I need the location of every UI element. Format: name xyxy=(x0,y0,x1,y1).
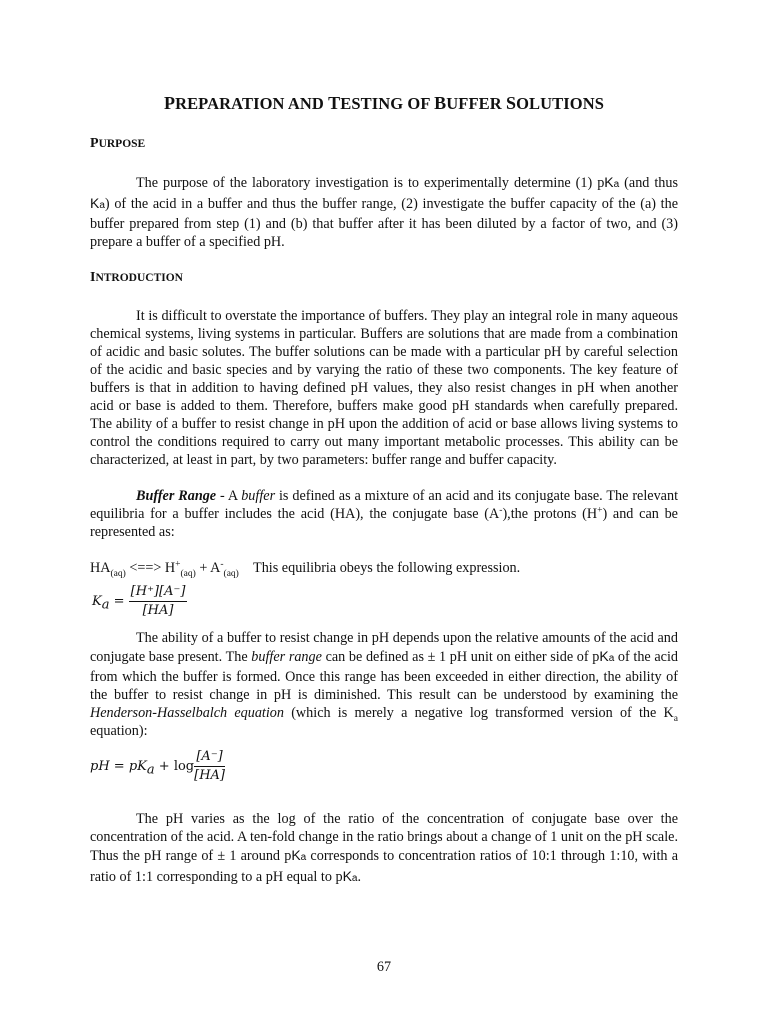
equilibrium-reaction: $HA_{(aq)}$ <==> $H^+_{(aq)} + A^-_{(aq)}$ This equilibria obeys the following expression. xyxy=(90,559,521,579)
introduction-paragraph: It is difficult to overstate the importance of buffers. They play an integral role in many aqueous chemical systems, living systems in particular. Buffers are solutions that are made from a combination of acidic and basic solutes. The buffer solutions can be made with a particular pH by careful selection of the acidic and basic species and by varying the ratio of these two components. The key feature of buffers is that in addition to having defined pH values, they also resist changes in pH when another acid or base is added to them. Therefore, buffers make good pH standards when carefully prepared. The ability of a buffer to resist change in pH upon the addition of acid or base allows living systems to control the conditions required to carry out many important metabolic processes. This ability can be characterized, at least in part, by two parameters: buffer range and buffer capacity. xyxy=(90,308,678,468)
hh-fraction: $\frac{[A^-]}{[HA]}$ xyxy=(194,749,225,783)
ka-fraction: $\frac{[H^+][A^-]}{[HA]}$ xyxy=(130,584,186,618)
buffer-range-paragraph: Buffer Range - A buffer is defined as a mixture of an acid and its conjugate base. The relevant equilibria for a buffer includes the acid (HA), the conjugate base (A-),the protons (H+) and can be represented as: xyxy=(90,488,679,540)
henderson-hasselbalch-equation: pH = $pK_a + \log$ $\frac{[A^-]}{[HA]}$ xyxy=(90,749,225,783)
ka-equation: $K_a$ = $\frac{[H^+][A^-]}{[HA]}$ xyxy=(92,584,186,618)
introduction-heading: INTRODUCTION xyxy=(90,270,183,285)
ph-ratio-paragraph: The pH varies as the log of the ratio of the concentration of conjugate base over the concentration of the acid. A ten-fold change in the ratio brings about a change of 1 unit on the pH scale. Thus the pH range of ± 1 around pKa corresponds to concentration ratios of 10:1 through 1:10, with a ratio of 1:1 corresponding to a pH equal to pKa. xyxy=(90,811,678,885)
purpose-paragraph: The purpose of the laboratory investigation is to experimentally determine (1) pKa (and thus Ka) of the acid in a buffer and thus the buffer range, (2) investigate the buffer capacity of the (a) the buffer prepared from step (1) and (b) that buffer after it has been diluted by a factor of two, and (3) prepare a buffer of a specified pH. xyxy=(90,174,678,250)
document-page xyxy=(90,94,678,888)
purpose-heading: PURPOSE xyxy=(90,136,146,151)
buffer-range-explanation: The ability of a buffer to resist change in pH depends upon the relative amounts of the acid and conjugate base present. The buffer range can be defined as ± 1 pH unit on either side of pKa of the acid from which the buffer is formed. Once this range has been exceeded in either direction, the ability of the buffer to resist change in pH is diminished. This result can be understood by examining the Henderson-Hasselbalch equation (which is merely a negative log transformed version of the $K_a$ equation): xyxy=(90,630,678,739)
page-title: PREPARATION AND TESTING OF BUFFER SOLUTIONS xyxy=(163,93,605,113)
page-number: 67 xyxy=(376,959,392,975)
